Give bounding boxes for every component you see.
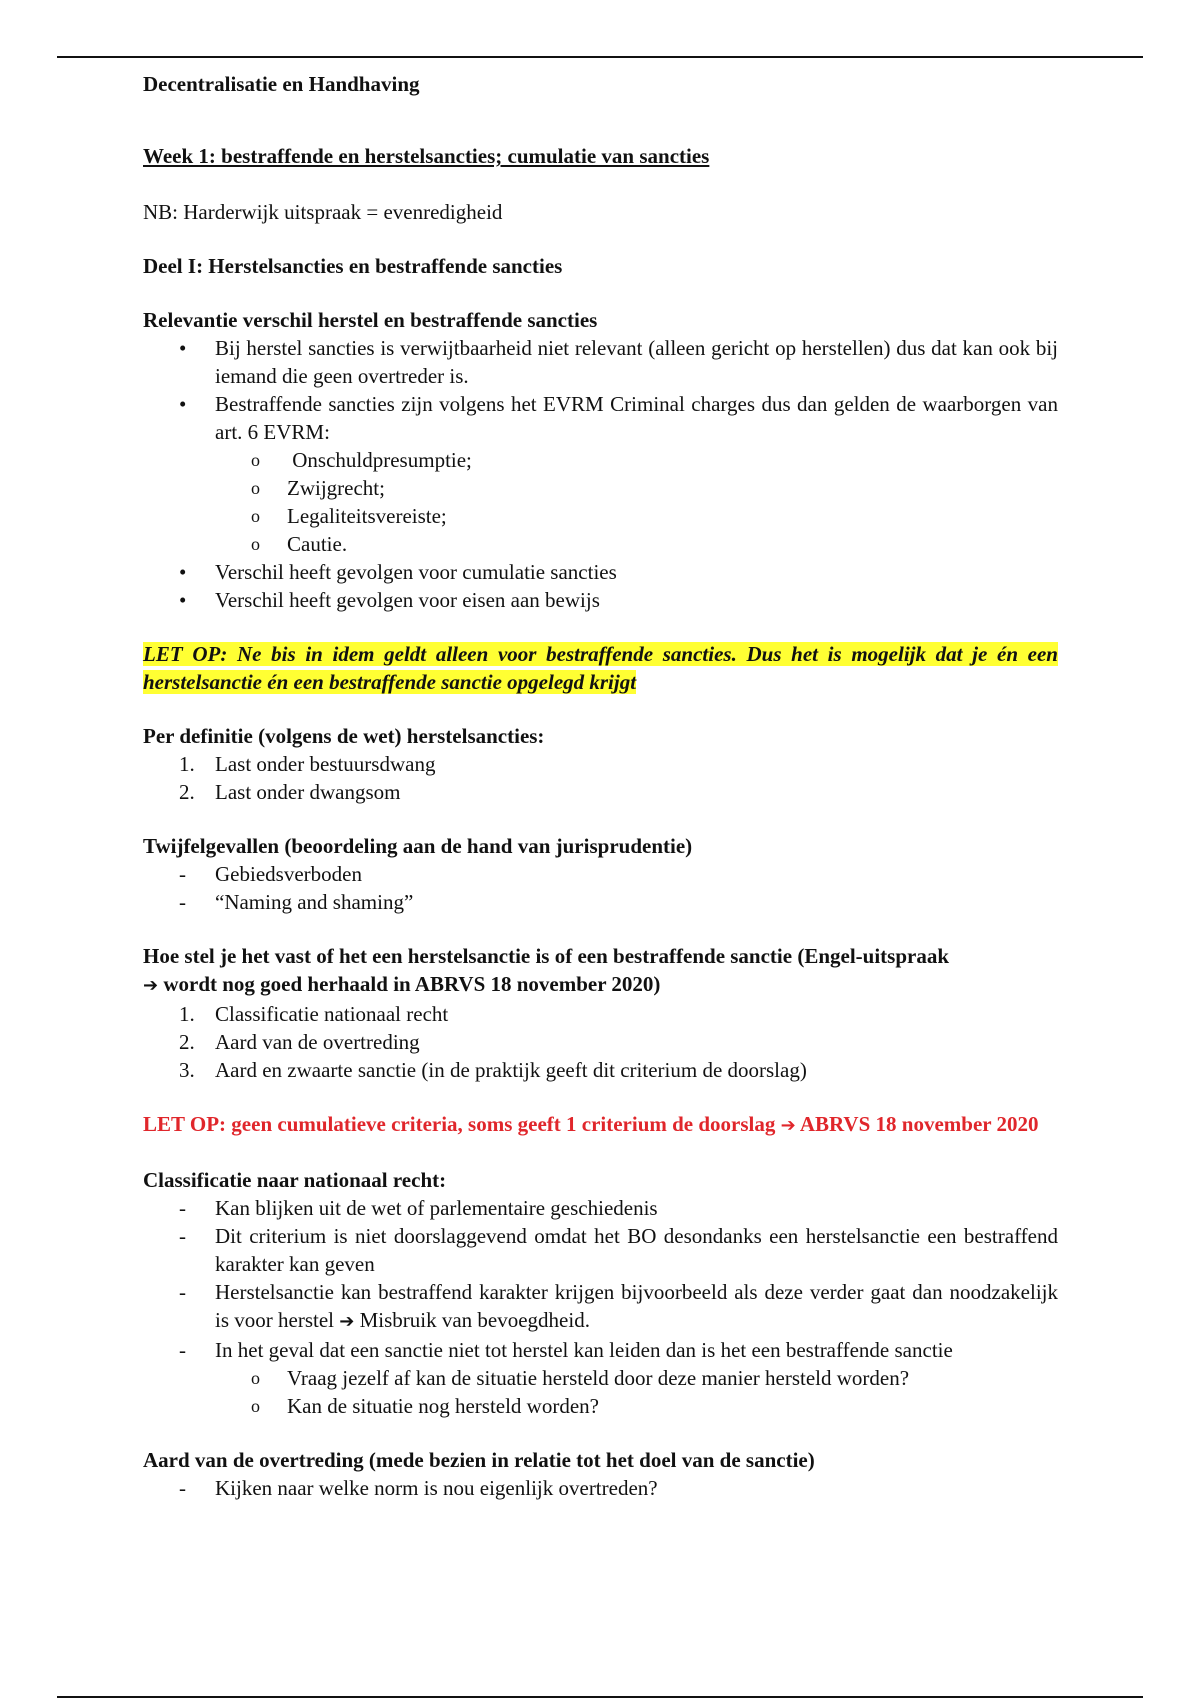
circle-bullet-icon: o	[251, 1396, 260, 1416]
list-item: 1. Classificatie nationaal recht	[179, 1002, 449, 1026]
red-note: LET OP: geen cumulatieve criteria, soms geeft 1 criterium de doorslag ➔ ABRVS 18 november 2020	[143, 1112, 1039, 1136]
dash-icon: -	[179, 1196, 186, 1220]
bullet-icon: •	[179, 588, 187, 612]
sub-list-item: o Onschuldpresumptie;	[251, 448, 472, 472]
bottom-rule	[57, 1696, 1143, 1698]
dash-icon: -	[179, 862, 186, 886]
week-heading: Week 1: bestraffende en herstelsancties; cumulatie van sancties	[143, 144, 710, 168]
list-item: • Verschil heeft gevolgen voor eisen aan bewijs	[179, 588, 600, 612]
sub-list-item: o Vraag jezelf af kan de situatie hersteld door deze manier hersteld worden?	[251, 1366, 910, 1390]
list-item: - Gebiedsverboden	[179, 862, 362, 886]
list-item: - Dit criterium is niet doorslaggevend omdat het BO desondanks een herstelsanctie een bestraffend karakter kan geven	[179, 1224, 1058, 1276]
circle-bullet-icon: o	[251, 478, 260, 498]
dash-icon: -	[179, 1224, 186, 1248]
sub-list-item: o Zwijgrecht;	[251, 476, 385, 500]
relevance-list	[143, 334, 1058, 614]
dash-icon: -	[179, 1280, 186, 1304]
nature-list	[143, 1474, 1058, 1502]
circle-bullet-icon: o	[251, 1368, 260, 1388]
sub-list-item: o Legaliteitsvereiste;	[251, 504, 447, 528]
doubt-heading: Twijfelgevallen (beoordeling aan de hand van jurisprudentie)	[143, 834, 693, 858]
document-title: Decentralisatie en Handhaving	[143, 72, 420, 96]
list-item: - Herstelsanctie kan bestraffend karakter krijgen bijvoorbeeld als deze verder gaat dan noodzakelijk is voor herstel ➔ Misbruik van bevoegdheid.	[179, 1280, 1058, 1332]
classification-list	[143, 1194, 1058, 1420]
dash-icon: -	[179, 1338, 186, 1362]
dash-icon: -	[179, 1476, 186, 1500]
relevance-heading: Relevantie verschil herstel en bestraffende sancties	[143, 308, 598, 332]
nature-heading: Aard van de overtreding (mede bezien in relatie tot het doel van de sanctie)	[143, 1448, 815, 1472]
dash-icon: -	[179, 890, 186, 914]
circle-bullet-icon: o	[251, 534, 260, 554]
list-item: - “Naming and shaming”	[179, 890, 414, 914]
list-item: - Kan blijken uit de wet of parlementaire geschiedenis	[179, 1196, 658, 1220]
list-item: 3. Aard en zwaarte sanctie (in de praktijk geeft dit criterium de doorslag)	[179, 1058, 807, 1082]
doubt-list	[143, 860, 1058, 916]
list-item: 1. Last onder bestuursdwang	[179, 752, 436, 776]
top-rule	[57, 56, 1143, 58]
part-heading: Deel I: Herstelsancties en bestraffende sancties	[143, 254, 563, 278]
circle-bullet-icon: o	[251, 450, 260, 470]
bullet-icon: •	[179, 336, 187, 360]
engel-list	[143, 1000, 1058, 1084]
sub-list-item: o Cautie.	[251, 532, 348, 556]
definition-list	[143, 750, 1058, 806]
sub-list-item: o Kan de situatie nog hersteld worden?	[251, 1394, 599, 1418]
list-item: - In het geval dat een sanctie niet tot herstel kan leiden dan is het een bestraffende sanctie	[179, 1338, 953, 1362]
classification-heading: Classificatie naar nationaal recht:	[143, 1168, 447, 1192]
list-item: - Kijken naar welke norm is nou eigenlijk overtreden?	[179, 1476, 658, 1500]
highlighted-text: LET OP: Ne bis in idem geldt alleen voor bestraffende sancties. Dus het is mogelijk dat je én een herstelsanctie én een bestraffende sanctie opgelegd krijgt	[143, 642, 1058, 694]
bullet-icon: •	[179, 560, 187, 584]
document-body	[143, 70, 1058, 1502]
engel-heading: Hoe stel je het vast of het een herstelsanctie is of een bestraffende sanctie (Engel-uitspraak ➔ wordt nog goed herhaald in ABRVS 18 november 2020)	[143, 944, 950, 996]
list-item: 2. Last onder dwangsom	[179, 780, 401, 804]
list-item: • Verschil heeft gevolgen voor cumulatie sancties	[179, 560, 617, 584]
circle-bullet-icon: o	[251, 506, 260, 526]
bullet-icon: •	[179, 392, 187, 416]
arrow-icon: ➔	[143, 975, 159, 996]
nb-note: NB: Harderwijk uitspraak = evenredigheid	[143, 200, 503, 224]
list-item: • Bij herstel sancties is verwijtbaarheid niet relevant (alleen gericht op herstellen) dus dat kan ook bij iemand die geen overtreder is.	[179, 336, 1058, 388]
highlight-note	[143, 640, 1058, 696]
arrow-icon: ➔	[780, 1115, 796, 1136]
arrow-icon: ➔	[339, 1311, 355, 1332]
list-item: 2. Aard van de overtreding	[179, 1030, 420, 1054]
definition-heading: Per definitie (volgens de wet) herstelsancties:	[143, 724, 545, 748]
list-item: • Bestraffende sancties zijn volgens het EVRM Criminal charges dus dan gelden de waarborgen van art. 6 EVRM:	[179, 392, 1058, 444]
